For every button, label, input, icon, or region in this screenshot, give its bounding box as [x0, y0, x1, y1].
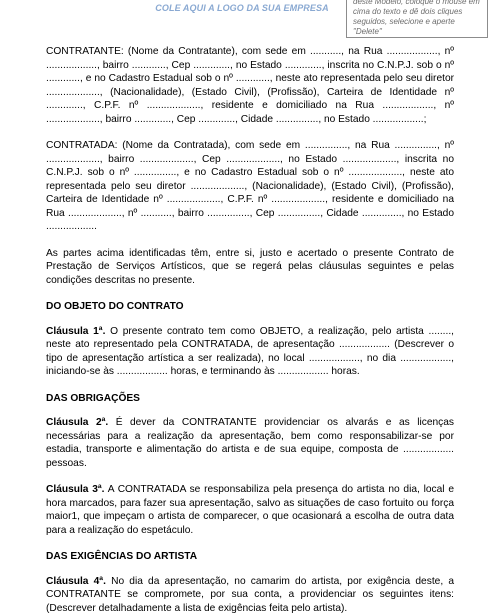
clause-2-text: É dever da CONTRATANTE providenciar os alvarás e as licenças necessárias para a realização da apresentação, bem como responsabilizar-se por estadia, transporte e alimentação do artista e de sua equipe, composta de .................. pessoas.	[46, 417, 454, 469]
clause-2-label: Cláusula 2ª.	[46, 417, 108, 428]
contratada-paragraph: CONTRATADA: (Nome da Contratada), com sede em ..............., na Rua ..............., nº ..................., bairro ..................., Cep ..................., no Estado ..................., inscrita no C.N.P.J. sob o nº ..............., e no Cadastro Estadual sob o nº ..................., neste ato representada pelo seu diretor ..................., (Nacionalidade), (Estado Civil), (Profissão), Carteira de Identidade nº ..................., C.P.F. nº ..................., residente e domiciliado na Rua ..................., nº ..........., bairro ..............., Cep ..............., Cidade .............., no Estado ..................	[46, 139, 454, 234]
clause-3-text: A CONTRATADA se responsabiliza pela presença do artista no dia, local e hora marcados, para fazer sua apresentação, salvo as situações de caso fortuito ou força maior1, que impeçam o artista de comparecer, o que ocasionará a escolha de outra data para a realização do espetáculo.	[46, 484, 454, 536]
clause-3	[46, 483, 454, 537]
instruction-tip-text: deste Modelo, coloque o mouse em cima do texto e dê dois cliques seguidos, selecione e aperte "Delete"	[353, 0, 480, 36]
clause-4	[46, 575, 454, 615]
contract-body	[46, 45, 454, 615]
clause-4-text: No dia da apresentação, no camarim do artista, por exigência deste, a CONTRATANTE se compromete, por sua conta, a providenciar os seguintes itens: (Descrever detalhadamente a lista de exigências feita pelo artista).	[46, 576, 454, 614]
logo-placeholder: COLE AQUI A LOGO DA SUA EMPRESA	[142, 0, 342, 16]
section-title-exigencias: DAS EXIGÊNCIAS DO ARTISTA	[46, 550, 454, 564]
intro-paragraph: As partes acima identificadas têm, entre si, justo e acertado o presente Contrato de Prestação de Serviços Artísticos, que se regerá pelas cláusulas seguintes e pelas condições descritas no presente.	[46, 247, 454, 288]
instruction-tip-box	[346, 0, 488, 38]
clause-1	[46, 325, 454, 379]
clause-1-label: Cláusula 1ª.	[46, 326, 105, 337]
clause-3-label: Cláusula 3ª.	[46, 484, 105, 495]
contratante-paragraph: CONTRATANTE: (Nome da Contratante), com sede em ..........., na Rua .................., nº .................., bairro ............, Cep ............., no Estado ............., inscrita no C.N.P.J. sob o nº ............, e no Cadastro Estadual sob o nº ............, neste ato representada pelo seu diretor ..................., (Nacionalidade), (Estado Civil), (Profissão), Carteira de Identidade nº ............., C.P.F. nº ..................., residente e domiciliado na Rua .................., nº ..................., bairro ............., Cep ............., Cidade ..............., no Estado ..................;	[46, 45, 454, 126]
clause-2	[46, 416, 454, 470]
clause-1-text: O presente contrato tem como OBJETO, a realização, pelo artista ........, neste ato representado pela CONTRATADA, de apresentação .................. (Descrever o tipo de apresentação artística a ser realizada), no local .................., no dia .................., iniciando-se às .................. horas, e terminando às .................. horas.	[46, 326, 454, 378]
clause-4-label: Cláusula 4ª.	[46, 576, 106, 587]
section-title-obrigacoes: DAS OBRIGAÇÕES	[46, 392, 454, 406]
section-title-objeto: DO OBJETO DO CONTRATO	[46, 300, 454, 314]
